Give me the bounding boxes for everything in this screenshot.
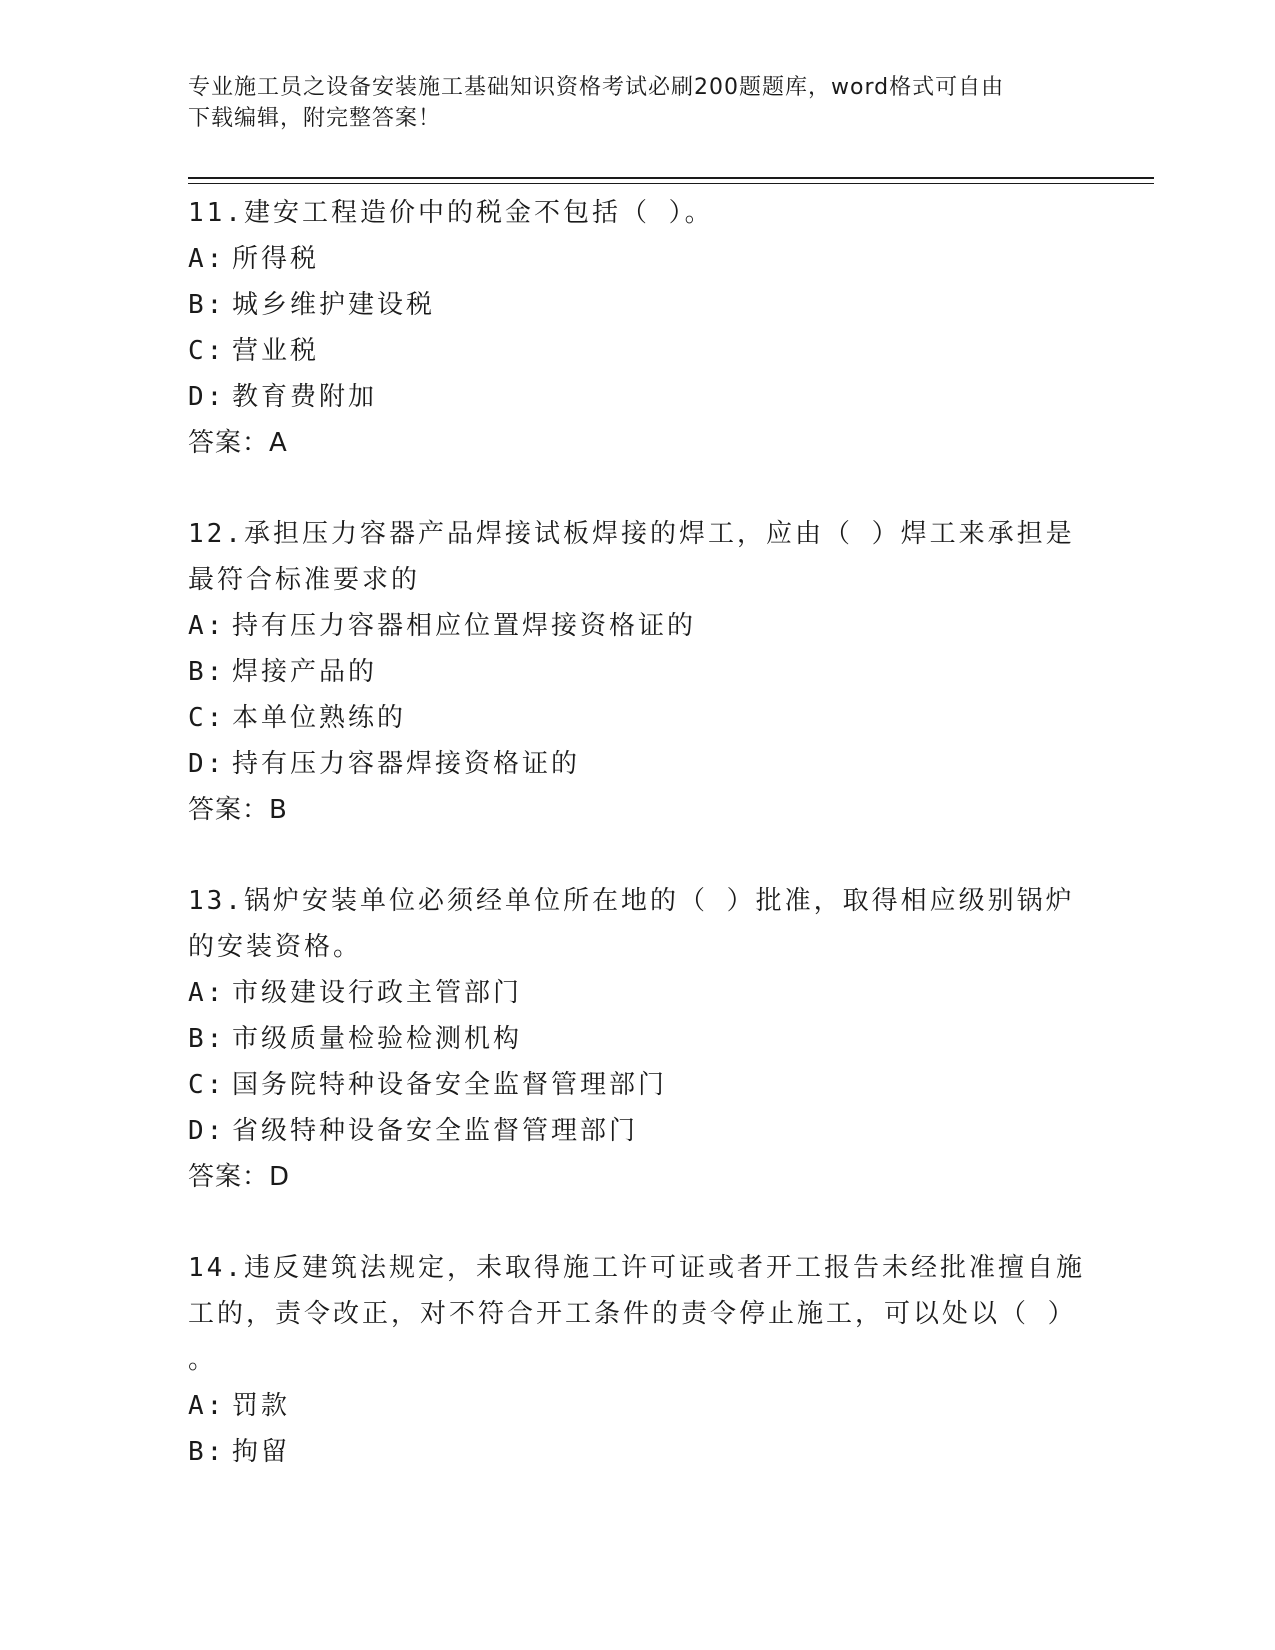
- option-key: A:: [188, 978, 226, 1008]
- header-divider-thick: [188, 177, 1154, 179]
- option-c: [188, 695, 1088, 741]
- option-text: 营业税: [232, 336, 320, 366]
- question-stem: [188, 511, 1088, 603]
- option-key: B:: [188, 1024, 226, 1054]
- option-d: [188, 374, 1088, 420]
- question-stem: [188, 878, 1088, 970]
- option-key: D:: [188, 1116, 226, 1146]
- stem-line: 11.建安工程造价中的税金不包括（ ）。: [188, 198, 714, 228]
- question-list: [188, 190, 1088, 1475]
- stem-line: 12.承担压力容器产品焊接试板焊接的焊工，应由（ ）焊工来承担是: [188, 519, 1075, 549]
- option-text: 所得税: [232, 244, 320, 274]
- spacer: [188, 466, 1088, 511]
- option-key: C:: [188, 336, 226, 366]
- option-text: 国务院特种设备安全监督管理部门: [232, 1070, 668, 1100]
- option-text: 焊接产品的: [232, 657, 378, 687]
- question-11: [188, 190, 1088, 466]
- option-key: B:: [188, 290, 226, 320]
- spacer: [188, 1200, 1088, 1245]
- answer: 答案：D: [188, 1162, 291, 1192]
- option-a: [188, 236, 1088, 282]
- question-14: [188, 1245, 1088, 1475]
- option-b: [188, 649, 1088, 695]
- header-divider-thin: [188, 183, 1154, 184]
- option-b: [188, 282, 1088, 328]
- option-key: A:: [188, 611, 226, 641]
- option-text: 教育费附加: [232, 382, 378, 412]
- question-stem: [188, 190, 1088, 236]
- option-key: A:: [188, 244, 226, 274]
- stem-line: 的安装资格。: [188, 932, 363, 962]
- header-line-2: 下载编辑，附完整答案！: [188, 106, 442, 131]
- option-text: 持有压力容器焊接资格证的: [232, 749, 581, 779]
- stem-line: 。: [188, 1345, 218, 1375]
- option-c: [188, 328, 1088, 374]
- option-d: [188, 1108, 1088, 1154]
- option-key: B:: [188, 657, 226, 687]
- option-c: [188, 1062, 1088, 1108]
- option-text: 罚款: [232, 1391, 291, 1421]
- stem-line: 最符合标准要求的: [188, 565, 421, 595]
- stem-line: 14.违反建筑法规定，未取得施工许可证或者开工报告未经批准擅自施: [188, 1253, 1085, 1283]
- document-header: [188, 72, 1088, 134]
- option-d: [188, 741, 1088, 787]
- question-13: [188, 878, 1088, 1200]
- option-text: 本单位熟练的: [232, 703, 407, 733]
- option-text: 城乡维护建设税: [232, 290, 436, 320]
- option-text: 持有压力容器相应位置焊接资格证的: [232, 611, 697, 641]
- option-text: 市级建设行政主管部门: [232, 978, 523, 1008]
- stem-line: 工的，责令改正，对不符合开工条件的责令停止施工，可以处以（ ）: [188, 1299, 1077, 1329]
- option-key: A:: [188, 1391, 226, 1421]
- spacer: [188, 833, 1088, 878]
- question-12: [188, 511, 1088, 833]
- option-a: [188, 603, 1088, 649]
- option-key: B:: [188, 1437, 226, 1467]
- option-key: C:: [188, 703, 226, 733]
- option-text: 拘留: [232, 1437, 291, 1467]
- question-stem: [188, 1245, 1088, 1383]
- option-b: [188, 1016, 1088, 1062]
- option-text: 省级特种设备安全监督管理部门: [232, 1116, 639, 1146]
- answer: 答案：A: [188, 428, 288, 458]
- option-b: [188, 1429, 1088, 1475]
- stem-line: 13.锅炉安装单位必须经单位所在地的（ ）批准，取得相应级别锅炉: [188, 886, 1075, 916]
- option-key: D:: [188, 382, 226, 412]
- option-a: [188, 970, 1088, 1016]
- option-a: [188, 1383, 1088, 1429]
- option-key: C:: [188, 1070, 226, 1100]
- header-line-1: 专业施工员之设备安装施工基础知识资格考试必刷200题题库，word格式可自由: [188, 75, 1005, 100]
- option-key: D:: [188, 749, 226, 779]
- answer: 答案：B: [188, 795, 288, 825]
- option-text: 市级质量检验检测机构: [232, 1024, 523, 1054]
